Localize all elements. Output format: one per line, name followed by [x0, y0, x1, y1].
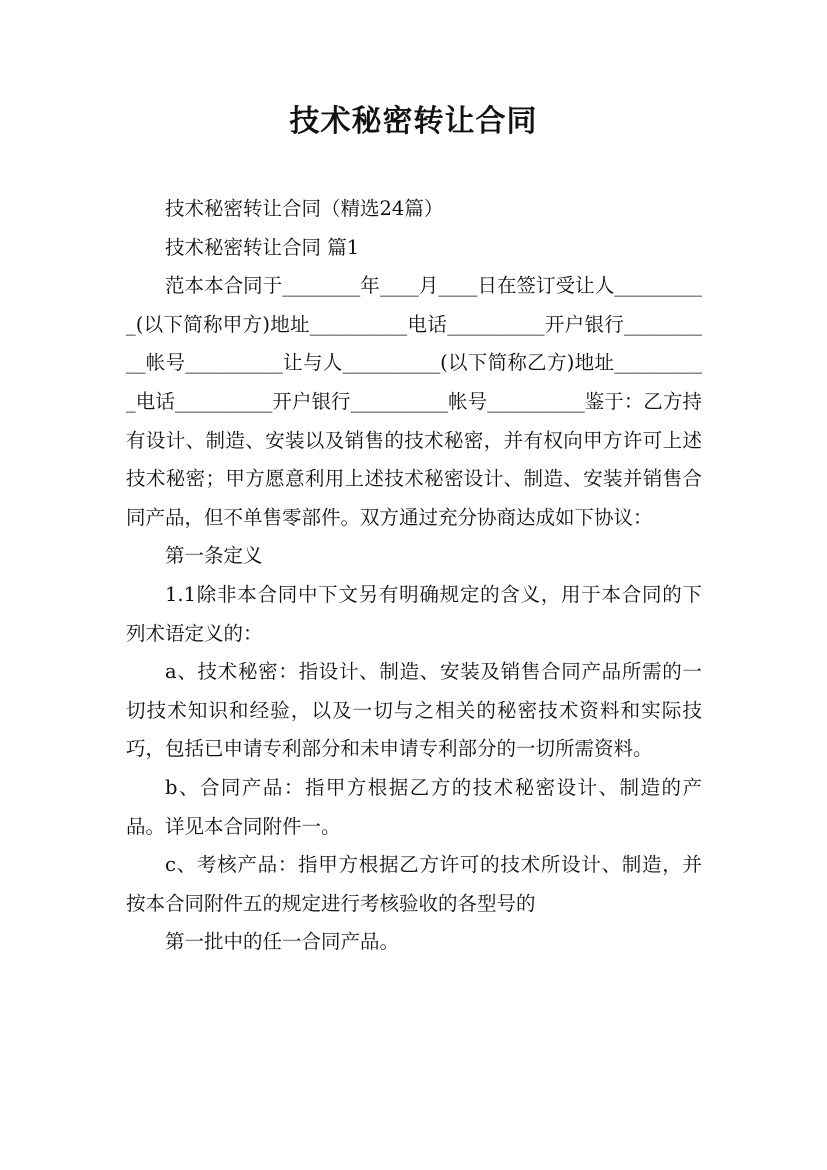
paragraph-parties: 范本本合同于________年____月____日在签订受让人__________(以下简称甲方)地址__________电话__________开户银行__________帐号__________让与人__________(以下简称乙方)地址__________电话__________开户银行__________帐号__________鉴于：乙方持有设计、制造、安装以及销售的技术秘密，并有权向甲方许可上述技术秘密；甲方愿意利用上述技术秘密设计、制造、安装并销售合同产品，但不单售零部件。双方通过充分协商达成如下协议：: [126, 274, 702, 529]
paragraph-subtitle: 技术秘密转让合同（精选24篇）: [165, 197, 444, 220]
paragraph-section-heading: 技术秘密转让合同 篇1: [165, 235, 360, 259]
paragraph-definition-b: b、合同产品：指甲方根据乙方的技术秘密设计、制造的产品。详见本合同附件一。: [126, 775, 702, 838]
paragraph-article-heading: 第一条定义: [165, 544, 263, 568]
paragraph-definition-c-cont: 第一批中的任一合同产品。: [165, 930, 400, 954]
document-body: [126, 190, 702, 962]
paragraph-definition-a: a、技术秘密：指设计、制造、安装及销售合同产品所需的一切技术知识和经验，以及一切与之相关的秘密技术资料和实际技巧，包括已申请专利部分和未申请专利部分的一切所需资料。: [126, 660, 702, 761]
document-title: 技术秘密转让合同: [289, 104, 538, 139]
paragraph-definition-c: c、考核产品：指甲方根据乙方许可的技术所设计、制造，并按本合同附件五的规定进行考核验收的各型号的: [126, 853, 702, 915]
paragraph-clause-1-1: 1.1除非本合同中下文另有明确规定的含义，用于本合同的下列术语定义的：: [126, 582, 702, 645]
